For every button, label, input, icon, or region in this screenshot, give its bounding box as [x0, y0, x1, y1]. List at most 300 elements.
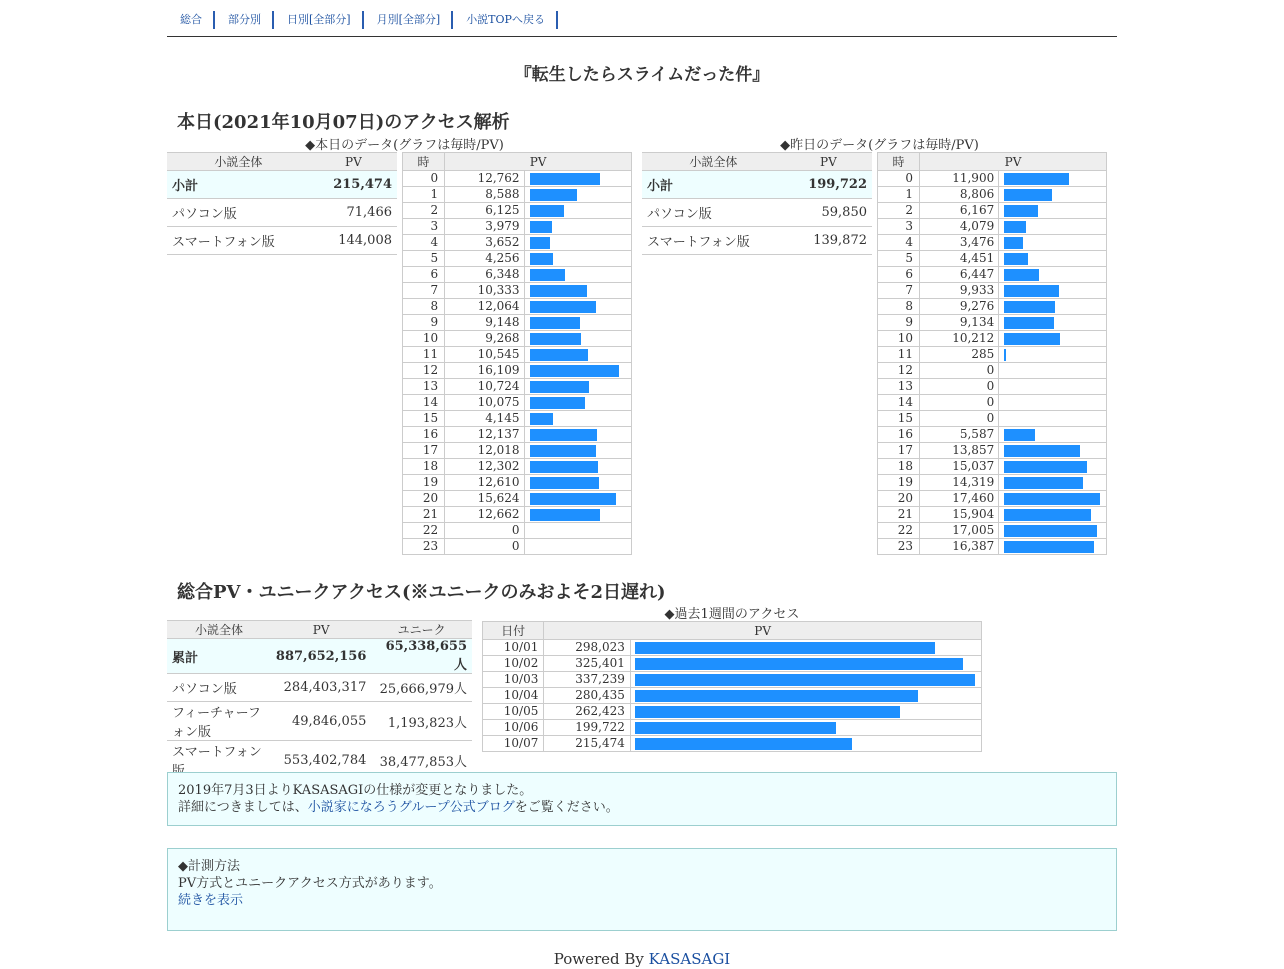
row-label: パソコン版 [167, 674, 271, 702]
hour-cell: 16 [403, 427, 445, 443]
row-label: パソコン版 [642, 199, 785, 227]
pv-cell: 12,137 [445, 427, 524, 443]
pv-bar [635, 706, 900, 718]
today-summary-table [167, 152, 397, 255]
pv-cell: 4,256 [445, 251, 524, 267]
table-row [167, 674, 472, 702]
pv-cell: 0 [920, 411, 999, 427]
hour-cell: 10 [878, 331, 920, 347]
table-row [403, 171, 632, 187]
table-row [878, 475, 1107, 491]
table-row [878, 331, 1107, 347]
spec-change-notice [167, 772, 1117, 826]
hour-cell: 13 [403, 379, 445, 395]
bar-cell [999, 443, 1107, 459]
measurement-notice [167, 848, 1117, 931]
hour-cell: 22 [403, 523, 445, 539]
col-header-date: 日付 [483, 622, 544, 640]
table-row [878, 235, 1107, 251]
date-cell: 10/02 [483, 656, 544, 672]
pv-cell: 13,857 [920, 443, 999, 459]
pv-cell: 4,145 [445, 411, 524, 427]
row-label: パソコン版 [167, 199, 310, 227]
date-cell: 10/06 [483, 720, 544, 736]
bar-cell [999, 347, 1107, 363]
measurement-title: ◆計測方法 [178, 859, 240, 874]
hour-cell: 9 [403, 315, 445, 331]
table-row [403, 363, 632, 379]
top-nav [167, 10, 558, 30]
pv-cell: 6,125 [445, 203, 524, 219]
table-row [878, 491, 1107, 507]
hour-cell: 7 [403, 283, 445, 299]
row-label: スマートフォン版 [167, 227, 310, 255]
pv-bar [1004, 477, 1083, 489]
pv-cell: 3,652 [445, 235, 524, 251]
bar-cell [999, 491, 1107, 507]
pv-cell: 215,474 [544, 736, 631, 752]
table-row [403, 539, 632, 555]
pv-cell: 15,037 [920, 459, 999, 475]
hour-cell: 4 [878, 235, 920, 251]
bar-cell [999, 363, 1107, 379]
pv-bar [530, 189, 577, 201]
total-heading: 総合PV・ユニークアクセス(※ユニークのみおよそ2日遅れ) [177, 582, 666, 603]
hour-cell: 3 [878, 219, 920, 235]
pv-bar [530, 413, 553, 425]
table-row [403, 235, 632, 251]
date-cell: 10/07 [483, 736, 544, 752]
pv-cell: 14,319 [920, 475, 999, 491]
row-unique: 38,477,853人 [371, 741, 472, 780]
table-row [878, 219, 1107, 235]
table-row [403, 283, 632, 299]
hour-cell: 15 [403, 411, 445, 427]
pv-cell: 0 [920, 363, 999, 379]
bar-cell [630, 688, 981, 704]
pv-bar [530, 221, 552, 233]
pv-cell: 4,451 [920, 251, 999, 267]
pv-cell: 285 [920, 347, 999, 363]
table-row [878, 187, 1107, 203]
hour-cell: 0 [403, 171, 445, 187]
pv-bar [1004, 301, 1055, 313]
row-label: 小計 [642, 171, 785, 199]
table-row [483, 672, 982, 688]
hour-cell: 21 [878, 507, 920, 523]
bar-cell [524, 171, 631, 187]
hour-cell: 17 [878, 443, 920, 459]
table-row [878, 315, 1107, 331]
bar-cell [524, 203, 631, 219]
yesterday-caption: ◆昨日のデータ(グラフは毎時/PV) [780, 138, 979, 153]
hour-cell: 4 [403, 235, 445, 251]
hour-cell: 12 [878, 363, 920, 379]
table-row [403, 523, 632, 539]
pv-cell: 9,276 [920, 299, 999, 315]
hour-cell: 18 [878, 459, 920, 475]
pv-bar [530, 461, 598, 473]
hour-cell: 1 [403, 187, 445, 203]
today-caption: ◆本日のデータ(グラフは毎時/PV) [305, 138, 504, 153]
bar-cell [999, 187, 1107, 203]
table-row [403, 299, 632, 315]
pv-cell: 6,167 [920, 203, 999, 219]
col-header-pv: PV [445, 153, 632, 171]
table-row [878, 443, 1107, 459]
total-table [167, 620, 472, 780]
hour-cell: 7 [878, 283, 920, 299]
notice-text: をご覧ください。 [514, 800, 619, 815]
bar-cell [524, 427, 631, 443]
bar-cell [999, 235, 1107, 251]
bar-cell [524, 507, 631, 523]
hour-cell: 16 [878, 427, 920, 443]
pv-cell: 9,134 [920, 315, 999, 331]
bar-cell [999, 475, 1107, 491]
bar-cell [524, 539, 631, 555]
table-row [483, 640, 982, 656]
table-row [878, 203, 1107, 219]
pv-bar [1004, 525, 1097, 537]
hour-cell: 19 [878, 475, 920, 491]
footer-text: Powered By [553, 950, 649, 968]
notice-text: 詳細につきましては、 [178, 800, 308, 815]
pv-cell: 337,239 [544, 672, 631, 688]
bar-cell [524, 363, 631, 379]
bar-cell [630, 656, 981, 672]
table-row [878, 251, 1107, 267]
pv-bar [1004, 221, 1026, 233]
table-row [403, 427, 632, 443]
row-unique: 1,193,823人 [371, 702, 472, 741]
pv-cell: 12,018 [445, 443, 524, 459]
bar-cell [999, 411, 1107, 427]
col-header-novel: 小説全体 [167, 621, 271, 639]
table-row [483, 688, 982, 704]
date-cell: 10/05 [483, 704, 544, 720]
pv-bar [530, 365, 619, 377]
hour-cell: 9 [878, 315, 920, 331]
pv-cell: 8,588 [445, 187, 524, 203]
col-header-unique: ユニーク [371, 621, 472, 639]
measurement-body: PV方式とユニークアクセス方式があります。 [178, 876, 442, 891]
row-pv: 887,652,156 [271, 639, 371, 674]
bar-cell [524, 475, 631, 491]
pv-cell: 0 [445, 539, 524, 555]
bar-cell [524, 443, 631, 459]
pv-cell: 3,476 [920, 235, 999, 251]
bar-cell [524, 523, 631, 539]
pv-cell: 325,401 [544, 656, 631, 672]
table-row [483, 704, 982, 720]
nav-link-daily[interactable]: 日別[全部分] [274, 11, 364, 29]
bar-cell [630, 736, 981, 752]
pv-bar [530, 509, 600, 521]
pv-cell: 11,900 [920, 171, 999, 187]
bar-cell [999, 267, 1107, 283]
table-row [483, 656, 982, 672]
pv-bar [1004, 285, 1059, 297]
hour-cell: 14 [403, 395, 445, 411]
hour-cell: 0 [878, 171, 920, 187]
table-row [167, 702, 472, 741]
hour-cell: 2 [878, 203, 920, 219]
table-row [878, 395, 1107, 411]
hour-cell: 5 [403, 251, 445, 267]
official-blog-link[interactable]: 小説家になろうグループ公式ブログ [307, 800, 515, 815]
table-row [878, 507, 1107, 523]
col-header-pv: PV [544, 622, 982, 640]
table-row [403, 251, 632, 267]
hour-cell: 6 [878, 267, 920, 283]
table-row [403, 475, 632, 491]
pv-bar [530, 349, 588, 361]
pv-cell: 6,447 [920, 267, 999, 283]
pv-bar [1004, 461, 1087, 473]
hour-cell: 8 [403, 299, 445, 315]
pv-bar [530, 445, 596, 457]
bar-cell [524, 251, 631, 267]
pv-bar [1004, 205, 1038, 217]
col-header-pv: PV [310, 153, 397, 171]
pv-bar [530, 285, 587, 297]
bar-cell [999, 379, 1107, 395]
bar-cell [524, 347, 631, 363]
pv-cell: 15,624 [445, 491, 524, 507]
hour-cell: 20 [878, 491, 920, 507]
table-row [167, 171, 397, 199]
row-label: フィーチャーフォン版 [167, 702, 271, 741]
hour-cell: 20 [403, 491, 445, 507]
bar-cell [999, 395, 1107, 411]
table-row [642, 171, 872, 199]
row-value: 215,474 [310, 171, 397, 199]
table-row [878, 347, 1107, 363]
pv-cell: 16,109 [445, 363, 524, 379]
table-row [403, 187, 632, 203]
pv-bar [635, 690, 918, 702]
nav-link-monthly[interactable]: 月別[全部分] [364, 11, 454, 29]
row-label: 累計 [167, 639, 271, 674]
bar-cell [999, 219, 1107, 235]
pv-bar [1004, 237, 1023, 249]
pv-bar [1004, 509, 1091, 521]
bar-cell [999, 331, 1107, 347]
bar-cell [999, 315, 1107, 331]
row-value: 139,872 [785, 227, 872, 255]
hour-cell: 13 [878, 379, 920, 395]
divider [167, 36, 1117, 37]
pv-bar [635, 674, 975, 686]
pv-bar [1004, 349, 1006, 361]
hour-cell: 3 [403, 219, 445, 235]
bar-cell [524, 459, 631, 475]
table-row [403, 379, 632, 395]
hour-cell: 11 [403, 347, 445, 363]
pv-bar [1004, 253, 1028, 265]
table-row [403, 203, 632, 219]
pv-cell: 199,722 [544, 720, 631, 736]
pv-cell: 262,423 [544, 704, 631, 720]
row-unique: 25,666,979人 [371, 674, 472, 702]
yesterday-hourly-table [877, 152, 1107, 555]
pv-cell: 10,212 [920, 331, 999, 347]
bar-cell [999, 539, 1107, 555]
hour-cell: 6 [403, 267, 445, 283]
bar-cell [524, 331, 631, 347]
date-cell: 10/01 [483, 640, 544, 656]
footer [167, 950, 1117, 968]
notice-line-2 [178, 799, 1106, 816]
pv-cell: 9,148 [445, 315, 524, 331]
pv-bar [1004, 173, 1069, 185]
pv-bar [1004, 189, 1052, 201]
nav-link-by-part[interactable]: 部分別 [215, 11, 274, 29]
table-row [403, 507, 632, 523]
table-row [878, 539, 1107, 555]
table-row [403, 331, 632, 347]
col-header-pv: PV [785, 153, 872, 171]
pv-cell: 0 [920, 379, 999, 395]
bar-cell [524, 187, 631, 203]
table-row [403, 315, 632, 331]
bar-cell [524, 379, 631, 395]
pv-bar [635, 722, 836, 734]
pv-cell: 280,435 [544, 688, 631, 704]
pv-bar [1004, 317, 1054, 329]
kasasagi-link[interactable]: KASASAGI [648, 950, 731, 968]
col-header-hour: 時 [403, 153, 445, 171]
table-row [878, 267, 1107, 283]
hour-cell: 10 [403, 331, 445, 347]
pv-bar [530, 269, 565, 281]
week-table [482, 621, 982, 752]
yesterday-summary-table [642, 152, 872, 255]
hour-cell: 14 [878, 395, 920, 411]
hour-cell: 2 [403, 203, 445, 219]
table-row [403, 491, 632, 507]
col-header-pv: PV [920, 153, 1107, 171]
pv-bar [1004, 269, 1039, 281]
hour-cell: 18 [403, 459, 445, 475]
pv-cell: 12,662 [445, 507, 524, 523]
table-row [878, 171, 1107, 187]
pv-bar [530, 205, 564, 217]
bar-cell [630, 720, 981, 736]
pv-cell: 8,806 [920, 187, 999, 203]
table-row [167, 199, 397, 227]
table-row [878, 459, 1107, 475]
today-hourly-table [402, 152, 632, 555]
pv-cell: 3,979 [445, 219, 524, 235]
bar-cell [630, 704, 981, 720]
hour-cell: 5 [878, 251, 920, 267]
pv-cell: 6,348 [445, 267, 524, 283]
bar-cell [999, 203, 1107, 219]
pv-bar [1004, 445, 1080, 457]
pv-bar [635, 738, 852, 750]
pv-bar [530, 333, 581, 345]
pv-bar [530, 429, 597, 441]
table-row [403, 411, 632, 427]
week-caption: ◆過去1週間のアクセス [664, 607, 800, 622]
row-label: スマートフォン版 [642, 227, 785, 255]
pv-cell: 0 [445, 523, 524, 539]
bar-cell [999, 459, 1107, 475]
pv-cell: 12,610 [445, 475, 524, 491]
table-row [403, 443, 632, 459]
table-row [878, 283, 1107, 299]
bar-cell [524, 235, 631, 251]
bar-cell [524, 267, 631, 283]
row-label: スマートフォン [167, 741, 271, 780]
pv-bar [530, 317, 580, 329]
pv-bar [530, 173, 600, 185]
nav-link-overall[interactable]: 総合 [167, 11, 215, 29]
bar-cell [524, 283, 631, 299]
bar-cell [999, 251, 1107, 267]
row-pv: 284,403,317 [271, 674, 371, 702]
bar-cell [524, 491, 631, 507]
row-label: 小計 [167, 171, 310, 199]
bar-cell [999, 171, 1107, 187]
row-value: 199,722 [785, 171, 872, 199]
bar-cell [999, 427, 1107, 443]
pv-cell: 12,762 [445, 171, 524, 187]
pv-bar [1004, 429, 1035, 441]
date-cell: 10/03 [483, 672, 544, 688]
table-row [878, 523, 1107, 539]
hour-cell: 15 [878, 411, 920, 427]
pv-bar [1004, 333, 1060, 345]
pv-bar [530, 397, 585, 409]
nav-link-novel-top[interactable]: 小説TOPへ戻る [453, 11, 558, 29]
pv-bar [530, 237, 550, 249]
table-row [878, 427, 1107, 443]
pv-cell: 10,545 [445, 347, 524, 363]
pv-bar [530, 253, 553, 265]
pv-bar [635, 642, 935, 654]
novel-title: 『転生したらスライムだった件』 [514, 65, 770, 85]
bar-cell [630, 672, 981, 688]
pv-bar [530, 477, 599, 489]
pv-cell: 12,302 [445, 459, 524, 475]
hour-cell: 11 [878, 347, 920, 363]
bar-cell [524, 395, 631, 411]
hour-cell: 12 [403, 363, 445, 379]
table-row [483, 720, 982, 736]
table-row [403, 219, 632, 235]
row-value: 71,466 [310, 199, 397, 227]
pv-cell: 5,587 [920, 427, 999, 443]
row-value: 144,008 [310, 227, 397, 255]
table-row [403, 267, 632, 283]
show-more-link[interactable]: 続きを表示 [178, 893, 244, 908]
pv-cell: 10,333 [445, 283, 524, 299]
bar-cell [524, 315, 631, 331]
pv-cell: 17,005 [920, 523, 999, 539]
pv-cell: 10,075 [445, 395, 524, 411]
pv-cell: 10,724 [445, 379, 524, 395]
col-header-novel: 小説全体 [642, 153, 785, 171]
bar-cell [999, 299, 1107, 315]
pv-cell: 9,268 [445, 331, 524, 347]
bar-cell [999, 283, 1107, 299]
bar-cell [524, 299, 631, 315]
pv-bar [1004, 493, 1100, 505]
date-cell: 10/04 [483, 688, 544, 704]
